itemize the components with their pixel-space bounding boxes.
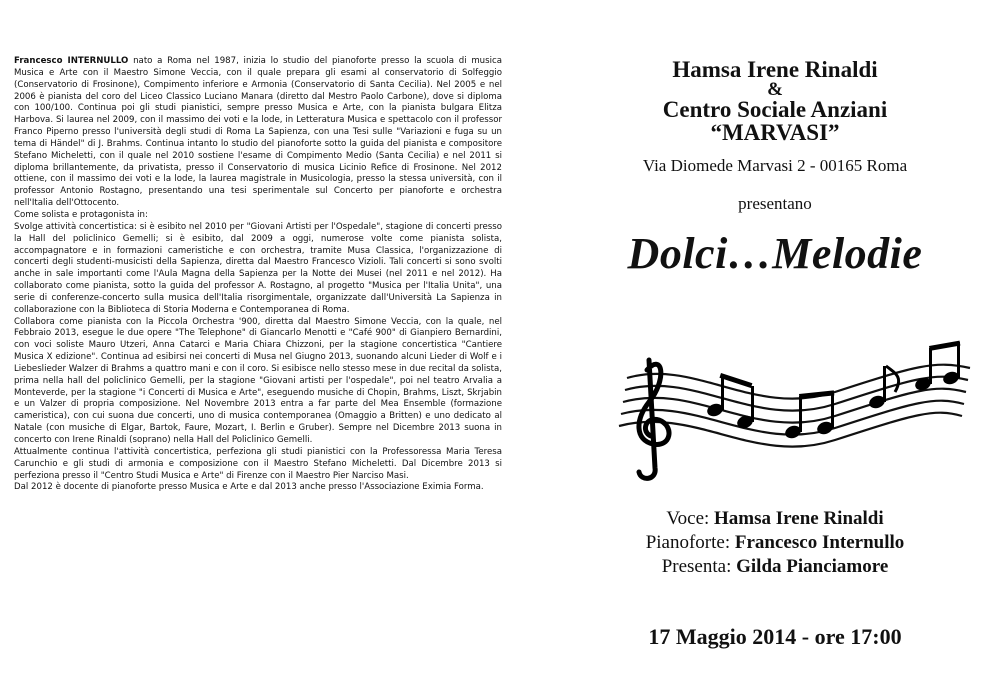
bio-paragraph-2: Come solista e protagonista in: [14, 209, 148, 220]
presents-text: presentano [738, 194, 812, 213]
bio-text-1: nato a Roma nel 1987, inizia lo studio del pianoforte presso la scuola di musica Musica e Arte con il Maestro Simone Veccia, con il quale prepara gli esami al conservatorio di Solfeggio (Conservatorio di Frosinone), Compimento inferiore e Armonia (Conservatorio di Santa Cecilia). Nel 2005 e nel 2006 è pianista del coro del Liceo Classico Luciano Manara (diretto dal Mestro Paolo Carbone), dove si diploma con 100/100. Continua poi gli studi pianistici, sempre presso Musica e Arte, con la pianista bulgara Elitza Harbova. Si laurea nel 2009, con il massimo dei voti e la lode, in Letteratura Musica e spettacolo con il professor Franco Piperno presso l'università degli studi di Roma La Sapienza, con una Tesi sulle "Variazioni e fuga su un tema di Händel" di J. Brahms. Continua intanto lo studio del pianoforte sotto la guida del pianista e compositore Stefano Micheletti, con il quale nel 2010 sostiene l'esame di Compimento Medio (Santa Cecilia) e nel 2011 si diploma brillantemente, da privatista, presso il Conservatorio di musica Licinio Refice di Frosinone. Nel 2012 ottiene, con il massimo dei voti e la lode, la laurea magistrale in Musicologia, presso la stessa università, con il professor Antonio Rostagno, presentando una tesi sperimentale sul Concerto per pianoforte e orchestra nell'Italia dell'Ottocento. [14, 56, 502, 209]
credit-name: Hamsa Irene Rinaldi [714, 508, 884, 529]
bio-name: Francesco INTERNULLO [14, 56, 129, 66]
host-organization-name: “MARVASI” [710, 120, 840, 145]
host-name: Hamsa Irene Rinaldi [672, 57, 878, 82]
credit-name: Gilda Pianciamore [736, 556, 889, 577]
bio-paragraph-5: Attualmente continua l'attività concertistica, perfeziona gli studi pianistici con la Professoressa Maria Teresa Carunchio e gli studi di armonia e composizione con il Maestro Stefano Micheletti. Dal Dicembre 2013 si perfeziona presso il "Centro Studi Musica e Arte" di Firenze con il Maestro Pier Narciso Masi. [14, 446, 502, 481]
bio-paragraph-4: Collabora come pianista con la Piccola Orchestra '900, diretta dal Maestro Simone Veccia, con la quale, nel Febbraio 2013, esegue le due opere "The Telephone" di Giancarlo Menotti e "Café 900" di Gianpiero Bernardini, con voci soliste Mauro Utzeri, Anna Catarci e Maria Chiara Chizzoni, per la stagione concertistica "Cantiere Musica X edizione". Continua ad esibirsi nei concerti di Musa nel Giugno 2013, suonando alcuni Lieder di Wolf e i Liebeslieder Walzer di Brahms a quattro mani e con il coro. Si esibisce nello stesso mese in due recital da solista, prima nella hall del policlinico Gemelli, per la stagione "Giovani artisti per l'ospedale", poi nel teatro Arvalia a Monteverde, per la stagione "i Concerti di Musica e Arte", eseguendo musiche di Chopin, Brahms, Liszt, Skrjabin e un Valzer di propria composizione. Nel Novembre 2013 entra a far parte del Mea Ensemble (formazione cameristica), con cui suona due concerti, uno di musica contemporanea (Omaggio a Britten) e uno dedicato al Natale (con musiche di Elgar, Bartok, Faure, Mozart, I. Berlin e Gruber). Sempre nel Dicembre 2013 suona in concerto con Irene Rinaldi (soprano) nella Hall del Policlinico Gemelli. [14, 316, 502, 445]
performer-credits [575, 507, 975, 579]
event-title: Dolci…Melodie [627, 229, 923, 278]
credit-role: Presenta: [661, 556, 732, 577]
bio-paragraph-6: Dal 2012 è docente di pianoforte presso Musica e Arte e dal 2013 anche presso l'Associazione Eximia Forma. [14, 482, 484, 493]
biography [14, 56, 502, 494]
credit-role: Pianoforte: [645, 532, 731, 553]
credit-presenter [575, 555, 975, 579]
credit-piano [575, 531, 975, 555]
event-date: 17 Maggio 2014 - ore 17:00 [648, 624, 902, 649]
credit-name: Francesco Internullo [734, 532, 905, 553]
event-header [575, 58, 975, 279]
ampersand: & [767, 79, 783, 100]
bio-paragraph-3: Svolge attività concertistica: si è esibito nel 2010 per "Giovani Artisti per l'Ospedale", stagione di concerti presso la Hall del policlinico Gemelli; si è esibito, dal 2009 a oggi, numerose volte come pianista solista, accompagnatore e in formazioni cameristiche e con orchestra, tramite Musa Classica, l'organizzazione di concerti degli studenti-musicisti della Sapienza, diretta dal Maestro Francesco Vizioli. Tali concerti si sono svolti anche in sale importanti come l'Aula Magna della Sapienza per la Notte dei Musei (nel 2011 e nel 2012). Ha collaborato come pianista, sotto la guida del professor A. Rostagno, al progetto "Musica per l'Italia Unita", una serie di conferenze-concerto sulla musica dell'Italia risorgimentale, organizzate dall'Università La Sapienza in collaborazione con la Biblioteca di Storia Moderna e Contemporanea di Roma. [14, 221, 502, 315]
bio-paragraph-1 [14, 56, 502, 210]
credit-voice [575, 507, 975, 531]
credit-role: Voce: [666, 508, 710, 529]
host-organization: Centro Sociale Anziani [662, 97, 888, 122]
venue-address: Via Diomede Marvasi 2 - 00165 Roma [642, 156, 908, 175]
music-staff-with-treble-clef-and-notes-icon [605, 340, 980, 490]
